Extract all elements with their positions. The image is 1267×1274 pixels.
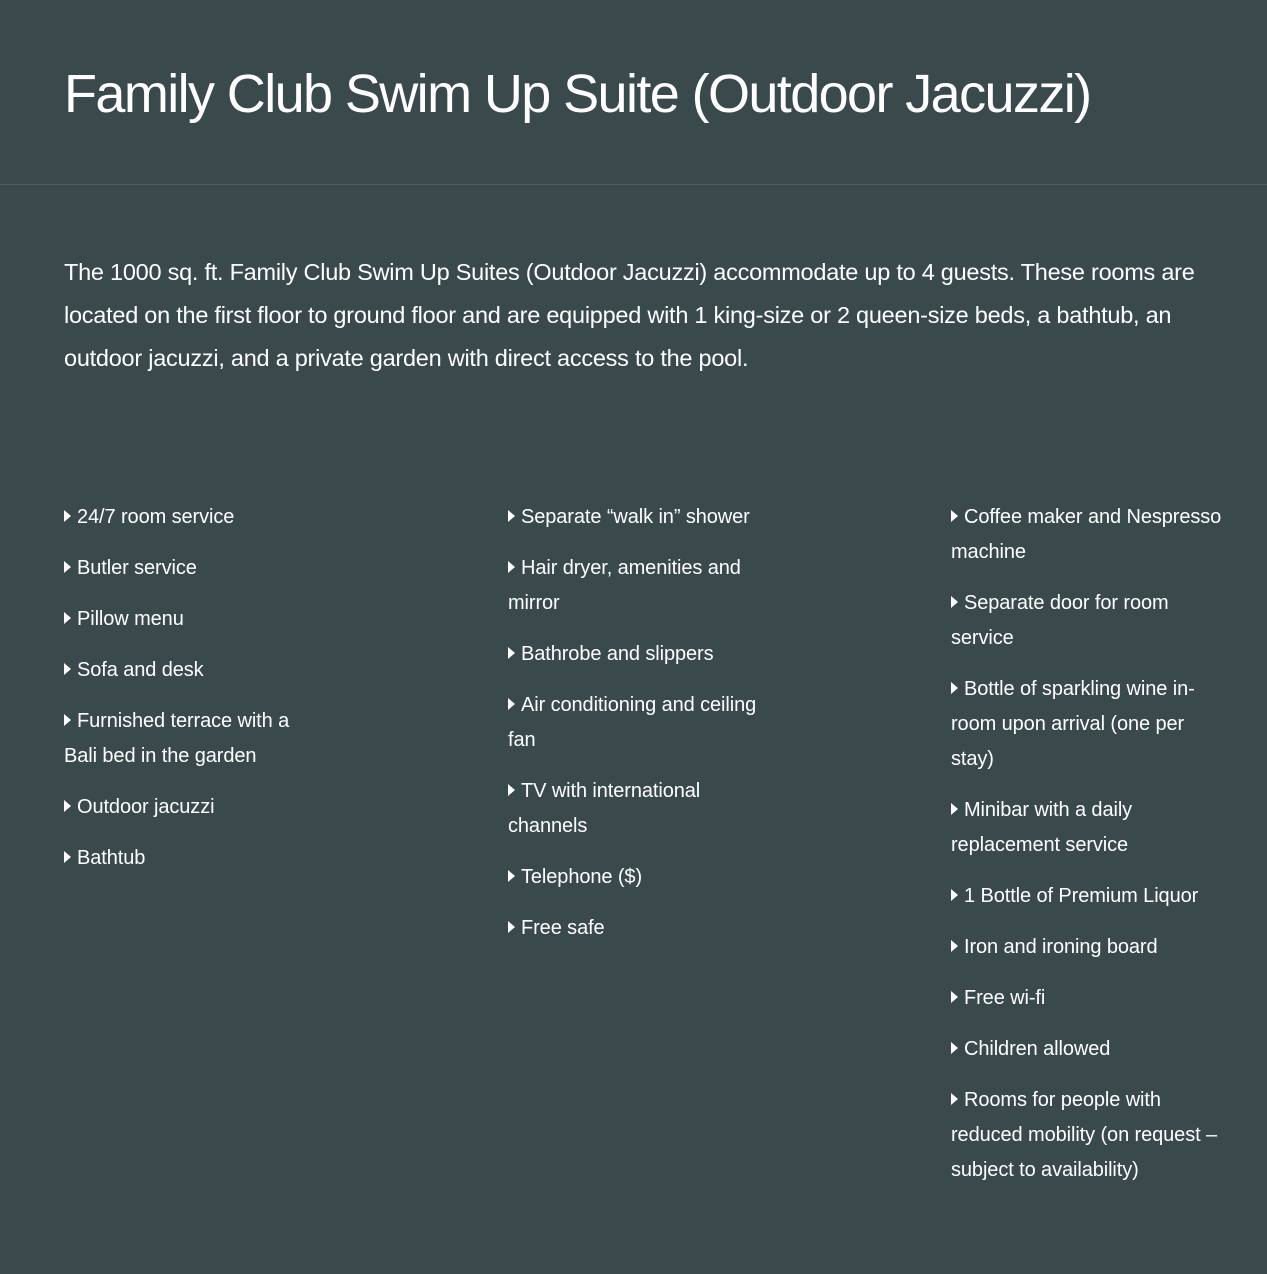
- amenity-label: Separate “walk in” shower: [521, 506, 750, 528]
- amenity-item: [64, 653, 316, 688]
- amenity-item: [508, 911, 770, 946]
- amenity-item: [951, 793, 1225, 863]
- amenities-column-2: [508, 500, 770, 962]
- caret-right-icon: [508, 784, 515, 796]
- amenity-item: [951, 879, 1225, 914]
- amenity-item: [64, 602, 316, 637]
- amenity-label: Furnished terrace with a Bali bed in the garden: [64, 710, 290, 767]
- amenity-item: [508, 688, 770, 758]
- caret-right-icon: [951, 596, 958, 608]
- caret-right-icon: [951, 991, 958, 1003]
- amenity-item: [951, 981, 1225, 1016]
- amenity-item: [64, 500, 316, 535]
- amenity-item: [951, 1083, 1225, 1188]
- caret-right-icon: [64, 510, 71, 522]
- amenity-item: [508, 860, 770, 895]
- amenity-label: Coffee maker and Nespresso machine: [951, 506, 1222, 563]
- caret-right-icon: [64, 800, 71, 812]
- amenity-label: Sofa and desk: [77, 659, 204, 681]
- amenity-item: [508, 500, 770, 535]
- caret-right-icon: [64, 663, 71, 675]
- amenity-label: Bathtub: [77, 847, 146, 869]
- caret-right-icon: [64, 561, 71, 573]
- amenity-label: Air conditioning and ceiling fan: [508, 694, 757, 751]
- caret-right-icon: [951, 1093, 958, 1105]
- caret-right-icon: [951, 940, 958, 952]
- caret-right-icon: [64, 851, 71, 863]
- room-description: The 1000 sq. ft. Family Club Swim Up Suites (Outdoor Jacuzzi) accommodate up to 4 guests. These rooms are located on the first floor to ground floor and are equipped with 1 king-size or 2 queen-size beds, a bathtub, an outdoor jacuzzi, and a private garden with direct access to the pool.: [64, 259, 1195, 371]
- page-title: Family Club Swim Up Suite (Outdoor Jacuzzi): [64, 64, 1091, 124]
- amenity-item: [951, 500, 1225, 570]
- amenity-label: Bathrobe and slippers: [521, 643, 714, 665]
- amenity-label: 24/7 room service: [77, 506, 235, 528]
- amenity-label: Butler service: [77, 557, 197, 579]
- caret-right-icon: [508, 698, 515, 710]
- amenity-label: Free safe: [521, 917, 605, 939]
- caret-right-icon: [951, 1042, 958, 1054]
- amenity-item: [951, 1032, 1225, 1067]
- page-header: [0, 0, 1267, 185]
- amenity-label: TV with international channels: [508, 780, 701, 837]
- amenity-label: Free wi-fi: [964, 987, 1046, 1009]
- amenity-item: [508, 551, 770, 621]
- amenity-label: Hair dryer, amenities and mirror: [508, 557, 741, 614]
- caret-right-icon: [64, 714, 71, 726]
- amenity-label: Telephone ($): [521, 866, 643, 888]
- amenity-item: [508, 774, 770, 844]
- caret-right-icon: [508, 510, 515, 522]
- amenity-label: Outdoor jacuzzi: [77, 796, 215, 818]
- amenity-label: 1 Bottle of Premium Liquor: [964, 885, 1199, 907]
- caret-right-icon: [508, 561, 515, 573]
- caret-right-icon: [508, 921, 515, 933]
- caret-right-icon: [951, 510, 958, 522]
- caret-right-icon: [951, 803, 958, 815]
- amenity-label: Children allowed: [964, 1038, 1111, 1060]
- amenity-label: Rooms for people with reduced mobility (on request – subject to availability): [951, 1089, 1218, 1181]
- caret-right-icon: [951, 682, 958, 694]
- amenity-label: Pillow menu: [77, 608, 184, 630]
- amenity-item: [508, 637, 770, 672]
- amenity-item: [951, 586, 1225, 656]
- amenity-item: [64, 841, 316, 876]
- amenity-label: Iron and ironing board: [964, 936, 1158, 958]
- amenity-label: Minibar with a daily replacement service: [951, 799, 1133, 856]
- amenity-label: Separate door for room service: [951, 592, 1169, 649]
- caret-right-icon: [951, 889, 958, 901]
- amenity-label: Bottle of sparkling wine in-room upon arrival (one per stay): [951, 678, 1195, 770]
- amenity-item: [64, 790, 316, 825]
- caret-right-icon: [508, 870, 515, 882]
- caret-right-icon: [64, 612, 71, 624]
- amenity-item: [64, 704, 316, 774]
- caret-right-icon: [508, 647, 515, 659]
- amenity-item: [64, 551, 316, 586]
- amenities-column-1: [64, 500, 316, 892]
- amenities-column-3: [951, 500, 1225, 1204]
- amenity-item: [951, 672, 1225, 777]
- amenity-item: [951, 930, 1225, 965]
